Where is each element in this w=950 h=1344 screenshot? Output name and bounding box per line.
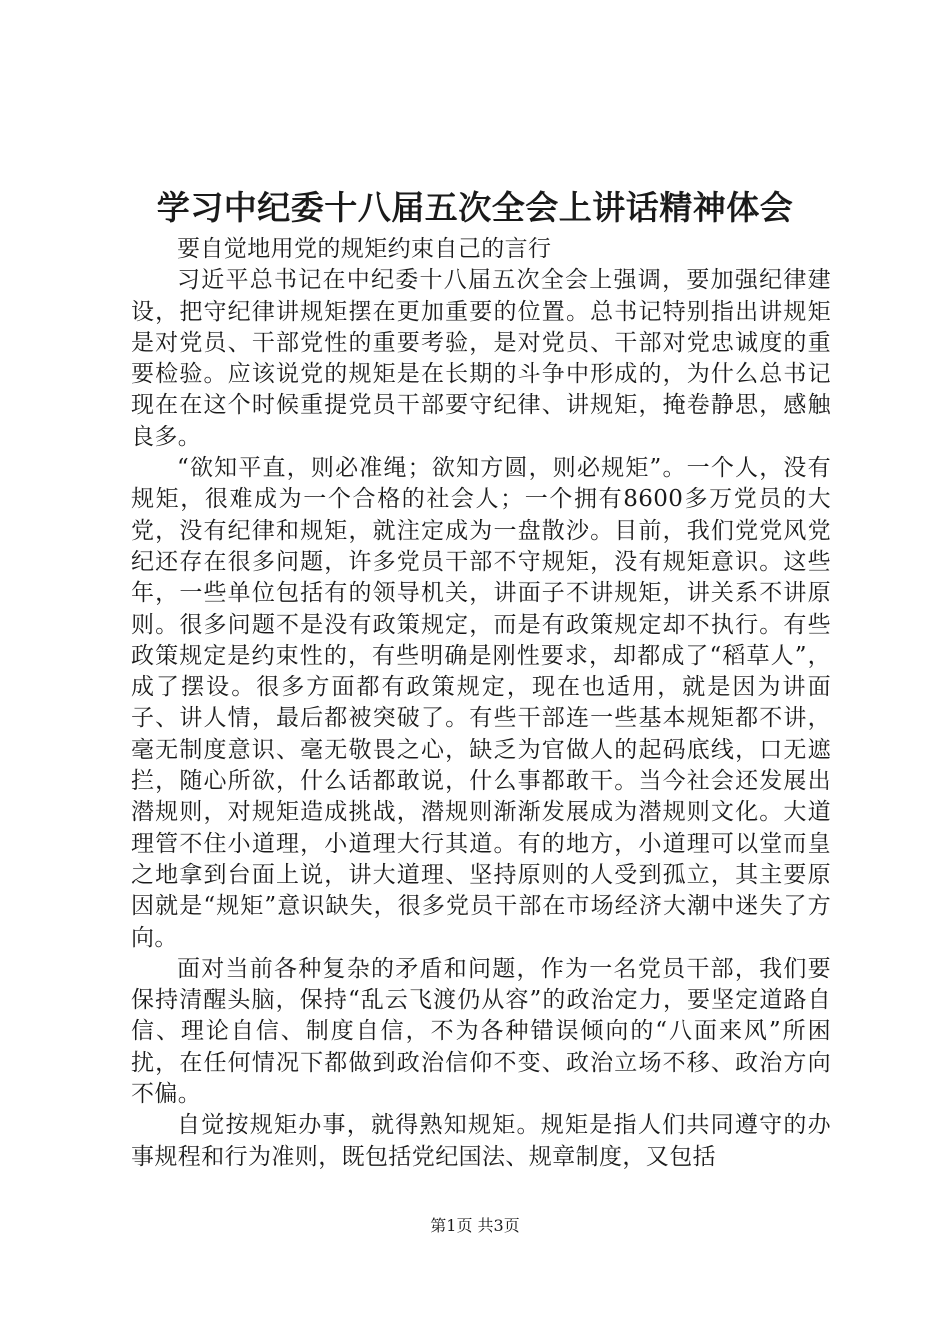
document-body bbox=[131, 234, 831, 1173]
paragraph: “欲知平直，则必准绳；欲知方圆，则必规矩”。一个人，没有规矩，很难成为一个合格的社会人；一个拥有8600多万党员的大党，没有纪律和规矩，就注定成为一盘散沙。目前，我们党党风党纪还存在很多问题，许多党员干部不守规矩，没有规矩意识。这些年，一些单位包括有的领导机关，讲面子不讲规矩，讲关系不讲原则。很多问题不是没有政策规定，而是有政策规定却不执行。有些政策规定是约束性的，有些明确是刚性要求，却都成了“稻草人”，成了摆设。很多方面都有政策规定，现在也适用，就是因为讲面子、讲人情，最后都被突破了。有些干部连一些基本规矩都不讲，毫无制度意识、毫无敬畏之心，缺乏为官做人的起码底线，口无遮拦，随心所欲，什么话都敢说，什么事都敢干。当今社会还发展出潜规则，对规矩造成挑战，潜规则渐渐发展成为潜规则文化。大道理管不住小道理，小道理大行其道。有的地方，小道理可以堂而皇之地拿到台面上说，讲大道理、坚持原则的人受到孤立，其主要原因就是“规矩”意识缺失，很多党员干部在市场经济大潮中迷失了方向。 bbox=[131, 455, 831, 951]
page-number-footer: 第1页 共3页 bbox=[430, 1216, 520, 1235]
paragraph: 面对当前各种复杂的矛盾和问题，作为一名党员干部，我们要保持清醒头脑，保持“乱云飞渡仍从容”的政治定力，要坚定道路自信、理论自信、制度自信，不为各种错误倾向的“八面来风”所困扰，在任何情况下都做到政治信仰不变、政治立场不移、政治方向不偏。 bbox=[131, 955, 831, 1108]
paragraph-subtitle: 要自觉地用党的规矩约束自己的言行 bbox=[177, 236, 552, 262]
paragraph: 自觉按规矩办事，就得熟知规矩。规矩是指人们共同遵守的办事规程和行为准则，既包括党纪国法、规章制度，又包括 bbox=[131, 1112, 831, 1170]
paragraph: 习近平总书记在中纪委十八届五次全会上强调，要加强纪律建设，把守纪律讲规矩摆在更加重要的位置。总书记特别指出讲规矩是对党员、干部党性的重要考验，是对党员、干部对党忠诚度的重要检验。应该说党的规矩是在长期的斗争中形成的，为什么总书记现在在这个时候重提党员干部要守纪律、讲规矩，掩卷静思，感触良多。 bbox=[131, 267, 831, 450]
document-title: 学习中纪委十八届五次全会上讲话精神体会 bbox=[156, 188, 794, 227]
